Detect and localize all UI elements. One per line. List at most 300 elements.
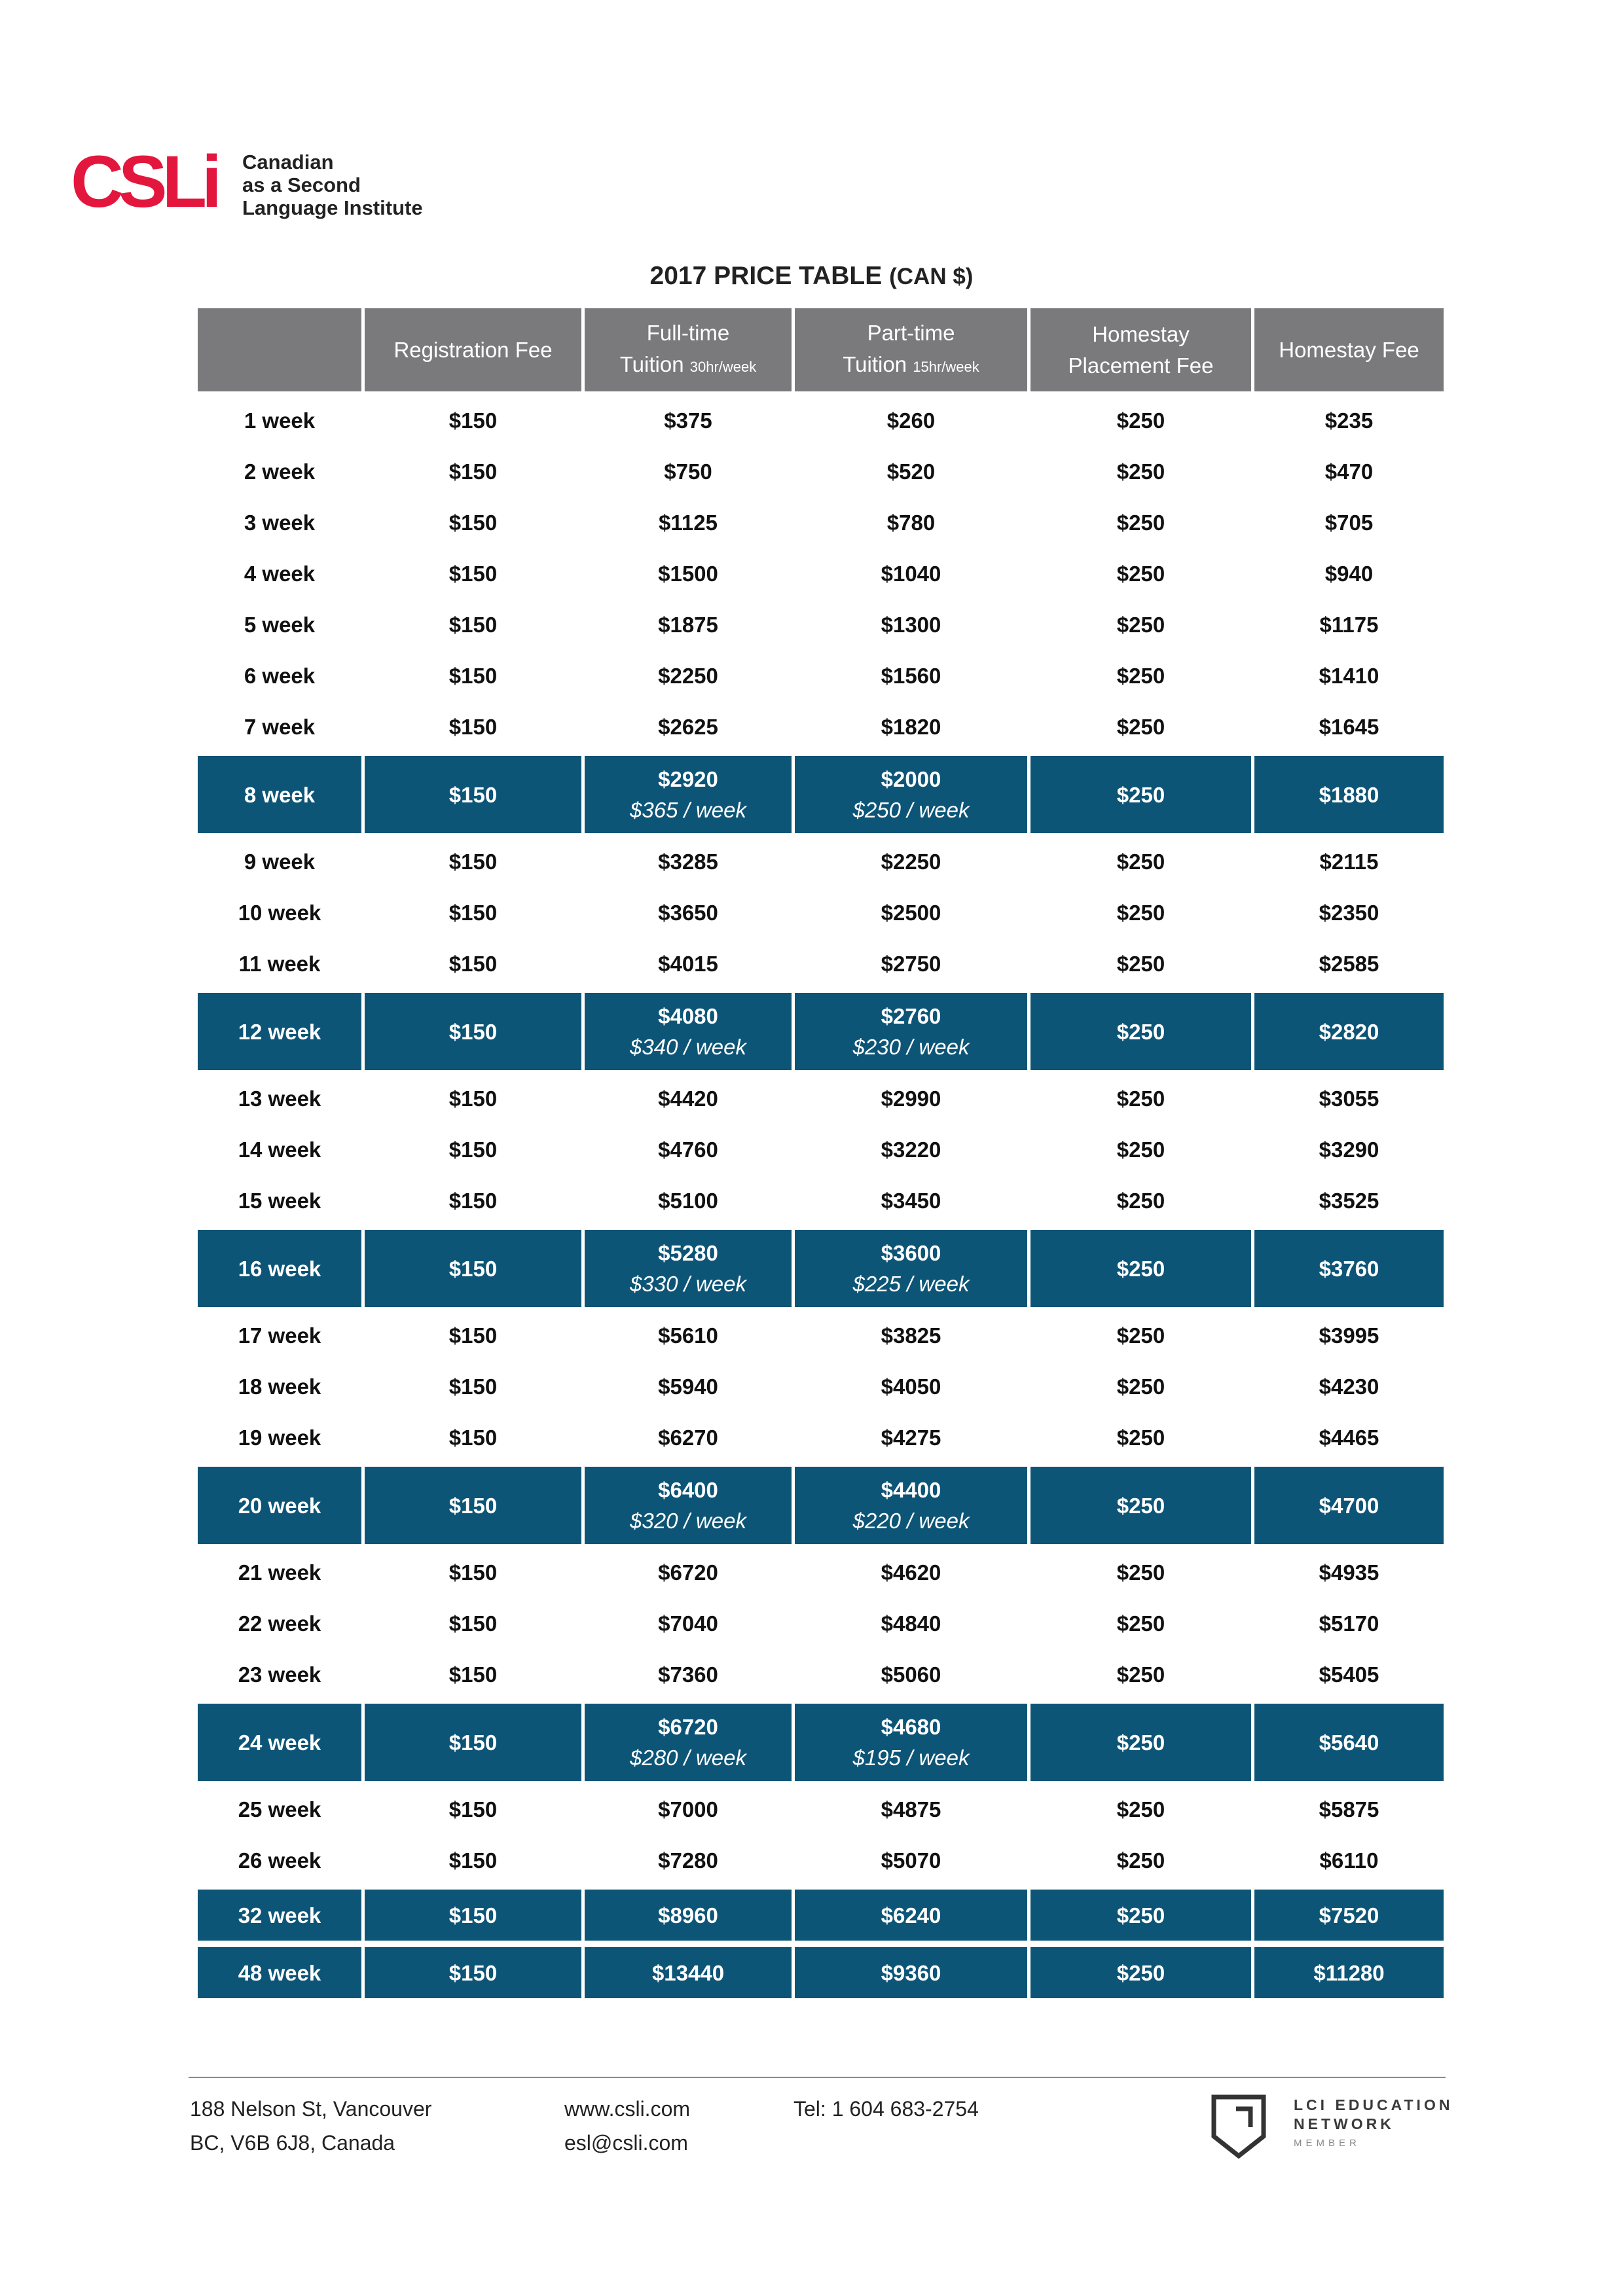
cell-duration (198, 1547, 361, 1598)
cell-registration-fee (365, 1886, 581, 1944)
cell-homestay-fee-value: $1175 (1319, 613, 1379, 637)
cell-duration (198, 1598, 361, 1649)
cell-homestay-placement-fee-value: $250 (1116, 901, 1165, 925)
cell-fulltime-tuition-value: $7040 (658, 1611, 718, 1636)
cell-duration-value: 25 week (238, 1797, 321, 1821)
cell-homestay-fee-value: $2350 (1319, 901, 1379, 925)
cell-homestay-placement-fee (1030, 1412, 1251, 1463)
cell-parttime-tuition-value: $1040 (881, 562, 941, 586)
table-row (198, 1547, 1444, 1598)
cell-registration-fee (365, 1598, 581, 1649)
cell-homestay-placement-fee (1030, 1835, 1251, 1886)
cell-homestay-placement-fee (1030, 446, 1251, 497)
cell-parttime-tuition-per-week: $220 / week (852, 1509, 970, 1533)
cell-duration (198, 1835, 361, 1886)
cell-fulltime-tuition-per-week: $330 / week (630, 1272, 746, 1296)
footer-website-link[interactable]: www.csli.com (564, 2097, 691, 2121)
cell-homestay-fee (1254, 1073, 1444, 1124)
cell-duration-value: 4 week (244, 562, 316, 586)
cell-duration (198, 548, 361, 600)
cell-homestay-fee-value: $1645 (1319, 715, 1379, 739)
header-homestay-fee: Homestay Fee (1254, 308, 1444, 391)
cell-fulltime-tuition-value: $7280 (658, 1848, 718, 1873)
cell-parttime-tuition-value: $4680 (881, 1715, 941, 1739)
cell-homestay-placement-fee (1030, 1547, 1251, 1598)
cell-homestay-fee (1254, 990, 1444, 1073)
cell-homestay-placement-fee-value: $250 (1116, 459, 1165, 484)
cell-homestay-fee-value: $705 (1324, 511, 1374, 535)
cell-homestay-placement-fee-value: $250 (1116, 850, 1165, 874)
cell-registration-fee (365, 1944, 581, 2001)
cell-parttime-tuition-value: $4275 (881, 1426, 941, 1450)
cell-duration-value: 19 week (238, 1426, 321, 1450)
cell-homestay-fee (1254, 395, 1444, 446)
cell-homestay-fee-value: $2585 (1319, 952, 1379, 976)
cell-fulltime-tuition-value: $2920 (658, 767, 718, 791)
cell-duration (198, 1944, 361, 2001)
cell-registration-fee-value: $150 (448, 901, 498, 925)
cell-registration-fee (365, 395, 581, 446)
cell-registration-fee-value: $150 (448, 1019, 498, 1044)
cell-duration (198, 1700, 361, 1784)
cell-duration (198, 1124, 361, 1175)
cell-parttime-tuition (795, 395, 1027, 446)
cell-parttime-tuition (795, 548, 1027, 600)
cell-homestay-fee-value: $3995 (1319, 1323, 1379, 1348)
cell-registration-fee (365, 1835, 581, 1886)
cell-parttime-tuition-value: $6240 (881, 1903, 941, 1928)
cell-homestay-fee (1254, 1547, 1444, 1598)
header-homestay-placement-fee: Homestay Placement Fee (1030, 308, 1251, 391)
cell-homestay-fee-value: $5405 (1319, 1662, 1379, 1687)
cell-parttime-tuition (795, 990, 1027, 1073)
cell-duration (198, 1886, 361, 1944)
logo-line-1: Canadian (242, 151, 334, 173)
cell-fulltime-tuition-value: $7360 (658, 1662, 718, 1687)
cell-duration-value: 3 week (244, 511, 316, 535)
cell-homestay-placement-fee (1030, 753, 1251, 836)
table-row (198, 1412, 1444, 1463)
cell-registration-fee (365, 600, 581, 651)
cell-fulltime-tuition (585, 753, 792, 836)
cell-registration-fee-value: $150 (448, 1960, 498, 1985)
cell-homestay-fee (1254, 600, 1444, 651)
cell-duration-value: 12 week (238, 1019, 321, 1044)
csli-logo-letters: CSLi (71, 149, 217, 215)
cell-duration (198, 1412, 361, 1463)
cell-duration-value: 15 week (238, 1189, 321, 1213)
cell-homestay-placement-fee-value: $250 (1116, 1730, 1165, 1755)
cell-fulltime-tuition (585, 1598, 792, 1649)
cell-duration-value: 32 week (238, 1903, 321, 1928)
cell-homestay-fee (1254, 548, 1444, 600)
cell-parttime-tuition-value: $5070 (881, 1848, 941, 1873)
cell-registration-fee (365, 1547, 581, 1598)
cell-homestay-fee-value: $11280 (1313, 1960, 1385, 1985)
table-row (198, 1227, 1444, 1310)
cell-parttime-tuition (795, 1073, 1027, 1124)
cell-duration-value: 26 week (238, 1848, 321, 1873)
cell-fulltime-tuition (585, 1700, 792, 1784)
cell-parttime-tuition-value: $520 (886, 459, 936, 484)
cell-parttime-tuition (795, 1361, 1027, 1412)
cell-registration-fee-value: $150 (448, 1560, 498, 1585)
cell-fulltime-tuition (585, 1944, 792, 2001)
cell-homestay-fee (1254, 1835, 1444, 1886)
cell-fulltime-tuition-value: $13440 (651, 1960, 725, 1985)
page-title-unit: (CAN $) (889, 264, 974, 289)
table-row (198, 548, 1444, 600)
cell-homestay-placement-fee (1030, 600, 1251, 651)
cell-duration (198, 651, 361, 702)
cell-homestay-placement-fee-value: $250 (1116, 408, 1165, 433)
cell-homestay-placement-fee (1030, 1944, 1251, 2001)
cell-parttime-tuition (795, 651, 1027, 702)
cell-homestay-placement-fee (1030, 1598, 1251, 1649)
cell-registration-fee (365, 939, 581, 990)
cell-homestay-fee (1254, 888, 1444, 939)
cell-duration-value: 2 week (244, 459, 316, 484)
cell-fulltime-tuition-value: $8960 (658, 1903, 718, 1928)
table-row (198, 1784, 1444, 1835)
cell-registration-fee-value: $150 (448, 1256, 498, 1281)
cell-fulltime-tuition-value: $2250 (658, 664, 718, 688)
cell-registration-fee-value: $150 (448, 715, 498, 739)
cell-homestay-placement-fee (1030, 1649, 1251, 1700)
footer-web (564, 2092, 690, 2160)
cell-parttime-tuition (795, 446, 1027, 497)
cell-duration-value: 23 week (238, 1662, 321, 1687)
cell-registration-fee-value: $150 (448, 459, 498, 484)
cell-registration-fee (365, 1700, 581, 1784)
cell-registration-fee (365, 446, 581, 497)
table-row (198, 395, 1444, 446)
cell-fulltime-tuition-per-week: $340 / week (630, 1035, 746, 1059)
cell-registration-fee-value: $150 (448, 1493, 498, 1518)
cell-parttime-tuition (795, 1944, 1027, 2001)
page-title (0, 262, 1623, 291)
cell-duration-value: 13 week (238, 1086, 321, 1111)
cell-homestay-placement-fee-value: $250 (1116, 664, 1165, 688)
table-row (198, 702, 1444, 753)
cell-fulltime-tuition (585, 1412, 792, 1463)
table-row (198, 836, 1444, 888)
cell-homestay-fee (1254, 753, 1444, 836)
cell-registration-fee (365, 1310, 581, 1361)
cell-duration-value: 17 week (238, 1323, 321, 1348)
table-row (198, 1361, 1444, 1412)
cell-fulltime-tuition-value: $1875 (658, 613, 718, 637)
cell-homestay-placement-fee-value: $250 (1116, 1903, 1165, 1928)
cell-homestay-fee-value: $4700 (1319, 1493, 1379, 1518)
cell-fulltime-tuition-value: $6720 (658, 1715, 718, 1739)
cell-fulltime-tuition-value: $1125 (659, 511, 718, 535)
csli-logo-icon (71, 149, 228, 215)
cell-fulltime-tuition-value: $750 (664, 459, 712, 484)
cell-parttime-tuition (795, 497, 1027, 548)
cell-registration-fee (365, 990, 581, 1073)
cell-parttime-tuition-value: $1560 (881, 664, 941, 688)
cell-parttime-tuition-value: $2000 (881, 767, 941, 791)
cell-homestay-placement-fee (1030, 1175, 1251, 1227)
cell-homestay-fee (1254, 836, 1444, 888)
cell-fulltime-tuition-value: $6400 (658, 1478, 718, 1502)
cell-homestay-fee (1254, 1784, 1444, 1835)
cell-parttime-tuition-value: $2990 (881, 1086, 941, 1111)
cell-homestay-placement-fee-value: $250 (1116, 1256, 1165, 1281)
cell-homestay-fee-value: $1410 (1319, 664, 1379, 688)
cell-parttime-tuition-value: $2750 (881, 952, 941, 976)
cell-fulltime-tuition (585, 1175, 792, 1227)
cell-homestay-fee-value: $5875 (1319, 1797, 1379, 1821)
cell-registration-fee (365, 1463, 581, 1547)
cell-registration-fee (365, 548, 581, 600)
logo-line-3: Language Institute (242, 196, 423, 219)
cell-registration-fee-value: $150 (448, 511, 498, 535)
cell-homestay-placement-fee (1030, 1310, 1251, 1361)
cell-fulltime-tuition-value: $5100 (658, 1189, 718, 1213)
cell-parttime-tuition (795, 836, 1027, 888)
cell-homestay-fee-value: $470 (1324, 459, 1374, 484)
cell-parttime-tuition (795, 1886, 1027, 1944)
cell-fulltime-tuition-value: $6720 (658, 1560, 718, 1585)
cell-registration-fee (365, 702, 581, 753)
cell-fulltime-tuition-value: $6270 (658, 1426, 718, 1450)
table-row (198, 1175, 1444, 1227)
cell-parttime-tuition (795, 1700, 1027, 1784)
cell-fulltime-tuition-value: $1500 (658, 562, 718, 586)
cell-registration-fee-value: $150 (448, 664, 498, 688)
cell-registration-fee (365, 1124, 581, 1175)
cell-fulltime-tuition-value: $4420 (658, 1086, 718, 1111)
cell-parttime-tuition (795, 1547, 1027, 1598)
cell-fulltime-tuition-value: $4760 (658, 1138, 718, 1162)
cell-registration-fee (365, 651, 581, 702)
cell-homestay-fee (1254, 702, 1444, 753)
cell-parttime-tuition-value: $3220 (881, 1138, 941, 1162)
table-row (198, 888, 1444, 939)
cell-homestay-fee-value: $7520 (1319, 1903, 1379, 1928)
cell-registration-fee-value: $150 (448, 952, 498, 976)
cell-fulltime-tuition (585, 1310, 792, 1361)
header-duration (198, 308, 361, 391)
cell-duration (198, 939, 361, 990)
cell-parttime-tuition (795, 702, 1027, 753)
cell-homestay-fee-value: $4465 (1319, 1426, 1379, 1450)
cell-registration-fee (365, 836, 581, 888)
cell-duration (198, 888, 361, 939)
cell-parttime-tuition (795, 1784, 1027, 1835)
cell-fulltime-tuition-value: $4080 (658, 1004, 718, 1028)
table-header-row (198, 308, 1444, 391)
cell-fulltime-tuition (585, 888, 792, 939)
cell-homestay-fee-value: $3290 (1319, 1138, 1379, 1162)
cell-registration-fee-value: $150 (448, 1323, 498, 1348)
cell-registration-fee (365, 1649, 581, 1700)
cell-fulltime-tuition (585, 1649, 792, 1700)
cell-parttime-tuition-value: $2500 (881, 901, 941, 925)
cell-fulltime-tuition (585, 1361, 792, 1412)
cell-homestay-placement-fee (1030, 548, 1251, 600)
cell-fulltime-tuition (585, 1227, 792, 1310)
cell-homestay-fee-value: $940 (1324, 562, 1374, 586)
cell-homestay-fee-value: $5170 (1319, 1611, 1379, 1636)
cell-duration-value: 21 week (238, 1560, 321, 1585)
cell-parttime-tuition-value: $780 (886, 511, 936, 535)
cell-fulltime-tuition (585, 651, 792, 702)
logo-line-2: as a Second (242, 173, 361, 196)
cell-registration-fee-value: $150 (448, 1611, 498, 1636)
lci-line-1: LCI EDUCATION (1294, 2096, 1453, 2113)
footer-divider (189, 2077, 1446, 2078)
cell-homestay-placement-fee (1030, 1073, 1251, 1124)
cell-homestay-placement-fee-value: $250 (1116, 613, 1165, 637)
csli-logo (71, 149, 450, 221)
cell-fulltime-tuition (585, 497, 792, 548)
cell-duration-value: 8 week (244, 782, 316, 807)
cell-parttime-tuition (795, 1310, 1027, 1361)
cell-homestay-fee (1254, 497, 1444, 548)
cell-duration (198, 702, 361, 753)
cell-homestay-fee (1254, 1598, 1444, 1649)
cell-homestay-placement-fee (1030, 1700, 1251, 1784)
cell-duration (198, 753, 361, 836)
cell-duration-value: 5 week (244, 613, 316, 637)
cell-homestay-fee (1254, 1227, 1444, 1310)
cell-homestay-fee-value: $3525 (1319, 1189, 1379, 1213)
cell-fulltime-tuition-per-week: $365 / week (630, 798, 746, 822)
cell-parttime-tuition-per-week: $230 / week (852, 1035, 970, 1059)
cell-parttime-tuition-value: $3600 (881, 1241, 941, 1265)
cell-fulltime-tuition-per-week: $280 / week (630, 1746, 746, 1770)
cell-fulltime-tuition-value: $7000 (658, 1797, 718, 1821)
cell-fulltime-tuition (585, 1463, 792, 1547)
cell-duration (198, 1463, 361, 1547)
cell-registration-fee-value: $150 (448, 1426, 498, 1450)
table-row (198, 1310, 1444, 1361)
cell-registration-fee (365, 753, 581, 836)
cell-registration-fee (365, 1784, 581, 1835)
cell-registration-fee-value: $150 (448, 1903, 498, 1928)
table-row (198, 1598, 1444, 1649)
cell-parttime-tuition (795, 1175, 1027, 1227)
cell-duration (198, 990, 361, 1073)
cell-parttime-tuition-per-week: $195 / week (852, 1746, 970, 1770)
cell-homestay-fee (1254, 1944, 1444, 2001)
cell-registration-fee (365, 497, 581, 548)
cell-fulltime-tuition (585, 548, 792, 600)
cell-parttime-tuition (795, 1124, 1027, 1175)
cell-homestay-placement-fee-value: $250 (1116, 1426, 1165, 1450)
cell-homestay-placement-fee-value: $250 (1116, 1560, 1165, 1585)
cell-duration (198, 1227, 361, 1310)
cell-registration-fee-value: $150 (448, 1138, 498, 1162)
cell-duration-value: 22 week (238, 1611, 321, 1636)
cell-fulltime-tuition (585, 395, 792, 446)
table-row (198, 753, 1444, 836)
table-row (198, 1835, 1444, 1886)
cell-parttime-tuition-value: $4875 (881, 1797, 941, 1821)
cell-fulltime-tuition (585, 1547, 792, 1598)
cell-homestay-fee-value: $4935 (1319, 1560, 1379, 1585)
cell-duration (198, 1175, 361, 1227)
cell-duration (198, 1310, 361, 1361)
cell-homestay-fee (1254, 1124, 1444, 1175)
cell-homestay-placement-fee-value: $250 (1116, 1960, 1165, 1985)
cell-fulltime-tuition-value: $3285 (658, 850, 718, 874)
cell-homestay-placement-fee-value: $250 (1116, 1374, 1165, 1399)
cell-duration-value: 14 week (238, 1138, 321, 1162)
cell-homestay-fee-value: $235 (1324, 408, 1374, 433)
cell-homestay-placement-fee-value: $250 (1116, 715, 1165, 739)
cell-fulltime-tuition (585, 446, 792, 497)
price-table (194, 308, 1447, 2001)
cell-duration-value: 10 week (238, 901, 321, 925)
footer-email-link[interactable]: esl@csli.com (564, 2131, 688, 2155)
cell-fulltime-tuition (585, 1886, 792, 1944)
cell-homestay-placement-fee (1030, 888, 1251, 939)
lci-line-2: NETWORK (1294, 2115, 1395, 2132)
cell-fulltime-tuition (585, 1124, 792, 1175)
cell-homestay-placement-fee (1030, 1784, 1251, 1835)
cell-homestay-placement-fee (1030, 1227, 1251, 1310)
cell-duration (198, 446, 361, 497)
cell-registration-fee (365, 1073, 581, 1124)
table-row (198, 651, 1444, 702)
table-row (198, 1124, 1444, 1175)
cell-duration-value: 9 week (244, 850, 316, 874)
cell-homestay-placement-fee (1030, 1124, 1251, 1175)
cell-parttime-tuition-value: $4400 (881, 1478, 941, 1502)
cell-homestay-fee-value: $2820 (1319, 1019, 1379, 1044)
header-registration-fee: Registration Fee (365, 308, 581, 391)
cell-parttime-tuition-value: $3450 (881, 1189, 941, 1213)
lci-network-label (1294, 2096, 1453, 2153)
cell-parttime-tuition-value: $9360 (881, 1960, 941, 1985)
table-row (198, 1649, 1444, 1700)
cell-parttime-tuition (795, 1835, 1027, 1886)
cell-registration-fee (365, 1175, 581, 1227)
cell-registration-fee-value: $150 (448, 1797, 498, 1821)
cell-homestay-placement-fee-value: $250 (1116, 1493, 1165, 1518)
cell-homestay-fee (1254, 446, 1444, 497)
cell-registration-fee-value: $150 (448, 1189, 498, 1213)
cell-parttime-tuition-per-week: $250 / week (852, 798, 970, 822)
table-row (198, 1073, 1444, 1124)
header-fulltime-tuition: Full-time Tuition 30hr/week (585, 308, 792, 391)
footer-phone: Tel: 1 604 683-2754 (793, 2097, 979, 2121)
cell-duration-value: 7 week (244, 715, 316, 739)
table-row (198, 1463, 1444, 1547)
lci-member-label: MEMBER (1294, 2138, 1360, 2149)
cell-homestay-fee (1254, 1175, 1444, 1227)
cell-fulltime-tuition-value: $375 (664, 408, 712, 433)
cell-duration (198, 1361, 361, 1412)
cell-fulltime-tuition-value: $2625 (658, 715, 718, 739)
cell-homestay-fee (1254, 1886, 1444, 1944)
cell-homestay-placement-fee-value: $250 (1116, 511, 1165, 535)
cell-homestay-placement-fee (1030, 1463, 1251, 1547)
cell-homestay-placement-fee-value: $250 (1116, 1189, 1165, 1213)
cell-duration-value: 20 week (238, 1493, 321, 1518)
cell-homestay-placement-fee (1030, 702, 1251, 753)
header-parttime-tuition: Part-time Tuition 15hr/week (795, 308, 1027, 391)
cell-homestay-fee (1254, 939, 1444, 990)
cell-homestay-placement-fee (1030, 990, 1251, 1073)
cell-homestay-placement-fee (1030, 1361, 1251, 1412)
cell-fulltime-tuition (585, 990, 792, 1073)
cell-duration-value: 48 week (238, 1960, 321, 1985)
